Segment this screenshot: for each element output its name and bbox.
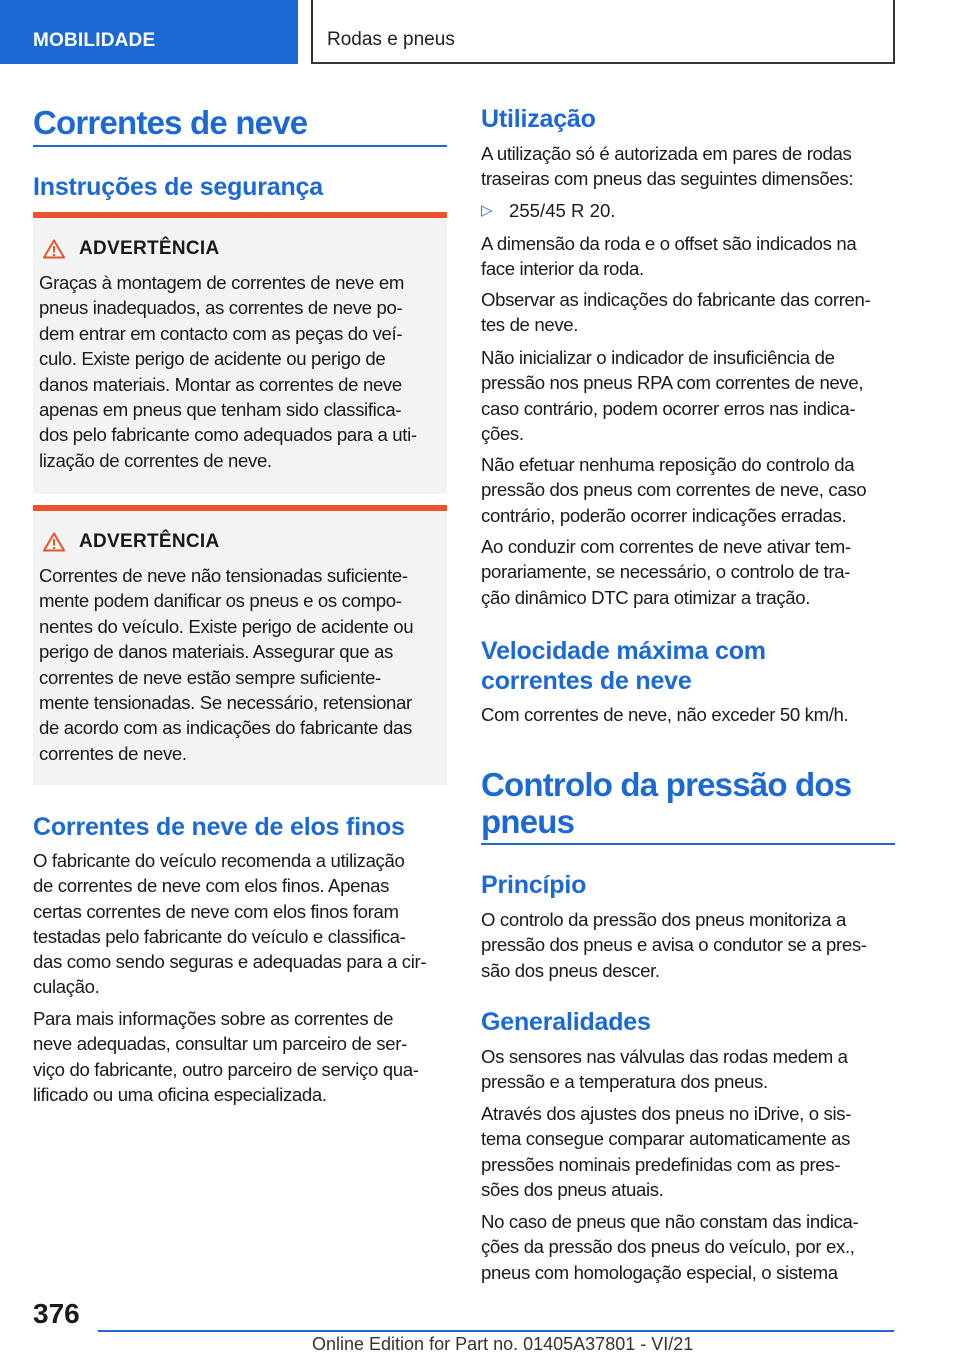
paragraph: A dimensão da roda e o offset são indicados na face interior da roda. [481, 233, 857, 280]
warning-text: Correntes de neve não tensionadas suficiente- mente podem danificar os pneus e os compo- nentes do veículo. Existe perigo de acidente ou perigo de danos materiais. Assegurar que as correntes de neve estão sempre suficiente- mente tensionadas. Se necessário, retensionar de acordo com as indicações do fabricante das correntes de neve. [39, 565, 414, 764]
warning-triangle-icon [43, 532, 65, 552]
principle-heading: Princípio [481, 871, 587, 899]
warning-triangle-icon [43, 239, 65, 259]
warning-title: ADVERTÊNCIA [79, 531, 220, 552]
paragraph: A utilização só é autorizada em pares de rodas traseiras com pneus das seguintes dimensões: [481, 143, 854, 190]
fine-chains-heading: Correntes de neve de elos finos [33, 813, 405, 841]
paragraph: Para mais informações sobre as correntes de neve adequadas, consultar um parceiro de ser- viço do fabricante, outro parceiro de serviço qua- lificado ou uma oficina especializada. [33, 1008, 419, 1105]
section-tab: MOBILIDADE [0, 0, 298, 64]
triangle-bullet-icon: ▷ [481, 202, 493, 219]
title-rule [481, 843, 895, 845]
general-heading: Generalidades [481, 1008, 651, 1036]
warning-title: ADVERTÊNCIA [79, 238, 220, 259]
paragraph: Não inicializar o indicador de insuficiência de pressão nos pneus RPA com correntes de neve, caso contrário, podem ocorrer erros nas indica- ções. [481, 347, 864, 444]
title-rule [33, 145, 447, 147]
paragraph: O controlo da pressão dos pneus monitoriza a pressão dos pneus e avisa o condutor se a pres- são dos pneus descer. [481, 909, 867, 981]
edition-footer: Online Edition for Part no. 01405A37801 - VI/21 [312, 1334, 694, 1354]
list-item: ▷ 255/45 R 20. [481, 200, 616, 221]
paragraph: Os sensores nas válvulas das rodas medem a pressão e a temperatura dos pneus. [481, 1046, 848, 1093]
warning-text: Graças à montagem de correntes de neve em pneus inadequados, as correntes de neve po- dem entrar em contacto com as peças do veí- culo. Existe perigo de acidente ou perigo de danos materiais. Montar as correntes de neve apenas em pneus que tenham sido classifica- dos pelo fabricante como adequados para a uti- lização de correntes de neve. [39, 272, 417, 471]
warning-box-2 [33, 505, 447, 785]
paragraph: No caso de pneus que não constam das indica- ções da pressão dos pneus do veículo, por ex., pneus com homologação especial, o sistema [481, 1211, 859, 1283]
page-title: Correntes de neve [33, 104, 308, 141]
section-title: Controlo da pressão dos pneus [481, 766, 852, 840]
footer-rule [98, 1330, 894, 1332]
paragraph: O fabricante do veículo recomenda a utilização de correntes de neve com elos finos. Apenas certas correntes de neve com elos finos foram testadas pelo fabricante do veículo e classifica- das como sendo seguras e adequadas para a cir- culação. [33, 850, 427, 998]
paragraph: Com correntes de neve, não exceder 50 km/h. [481, 704, 849, 725]
chapter-title: Rodas e pneus [311, 0, 895, 64]
page-number: 376 [33, 1298, 80, 1329]
paragraph: Observar as indicações do fabricante das corren- tes de neve. [481, 289, 871, 336]
paragraph: Não efetuar nenhuma reposição do controlo da pressão dos pneus com correntes de neve, caso contrário, poderão ocorrer indicações erradas. [481, 454, 867, 526]
paragraph: Ao conduzir com correntes de neve ativar tem- porariamente, se necessário, o controlo de tra- ção dinâmico DTC para otimizar a tração. [481, 536, 851, 608]
safety-heading: Instruções de segurança [33, 173, 323, 201]
speed-heading: Velocidade máxima com correntes de neve [481, 637, 766, 695]
usage-heading: Utilização [481, 105, 596, 133]
paragraph: Através dos ajustes dos pneus no iDrive, o sis- tema consegue comparar automaticamente as pressões nominais predefinidas com as pres- sões dos pneus atuais. [481, 1103, 852, 1200]
warning-box-1 [33, 212, 447, 494]
